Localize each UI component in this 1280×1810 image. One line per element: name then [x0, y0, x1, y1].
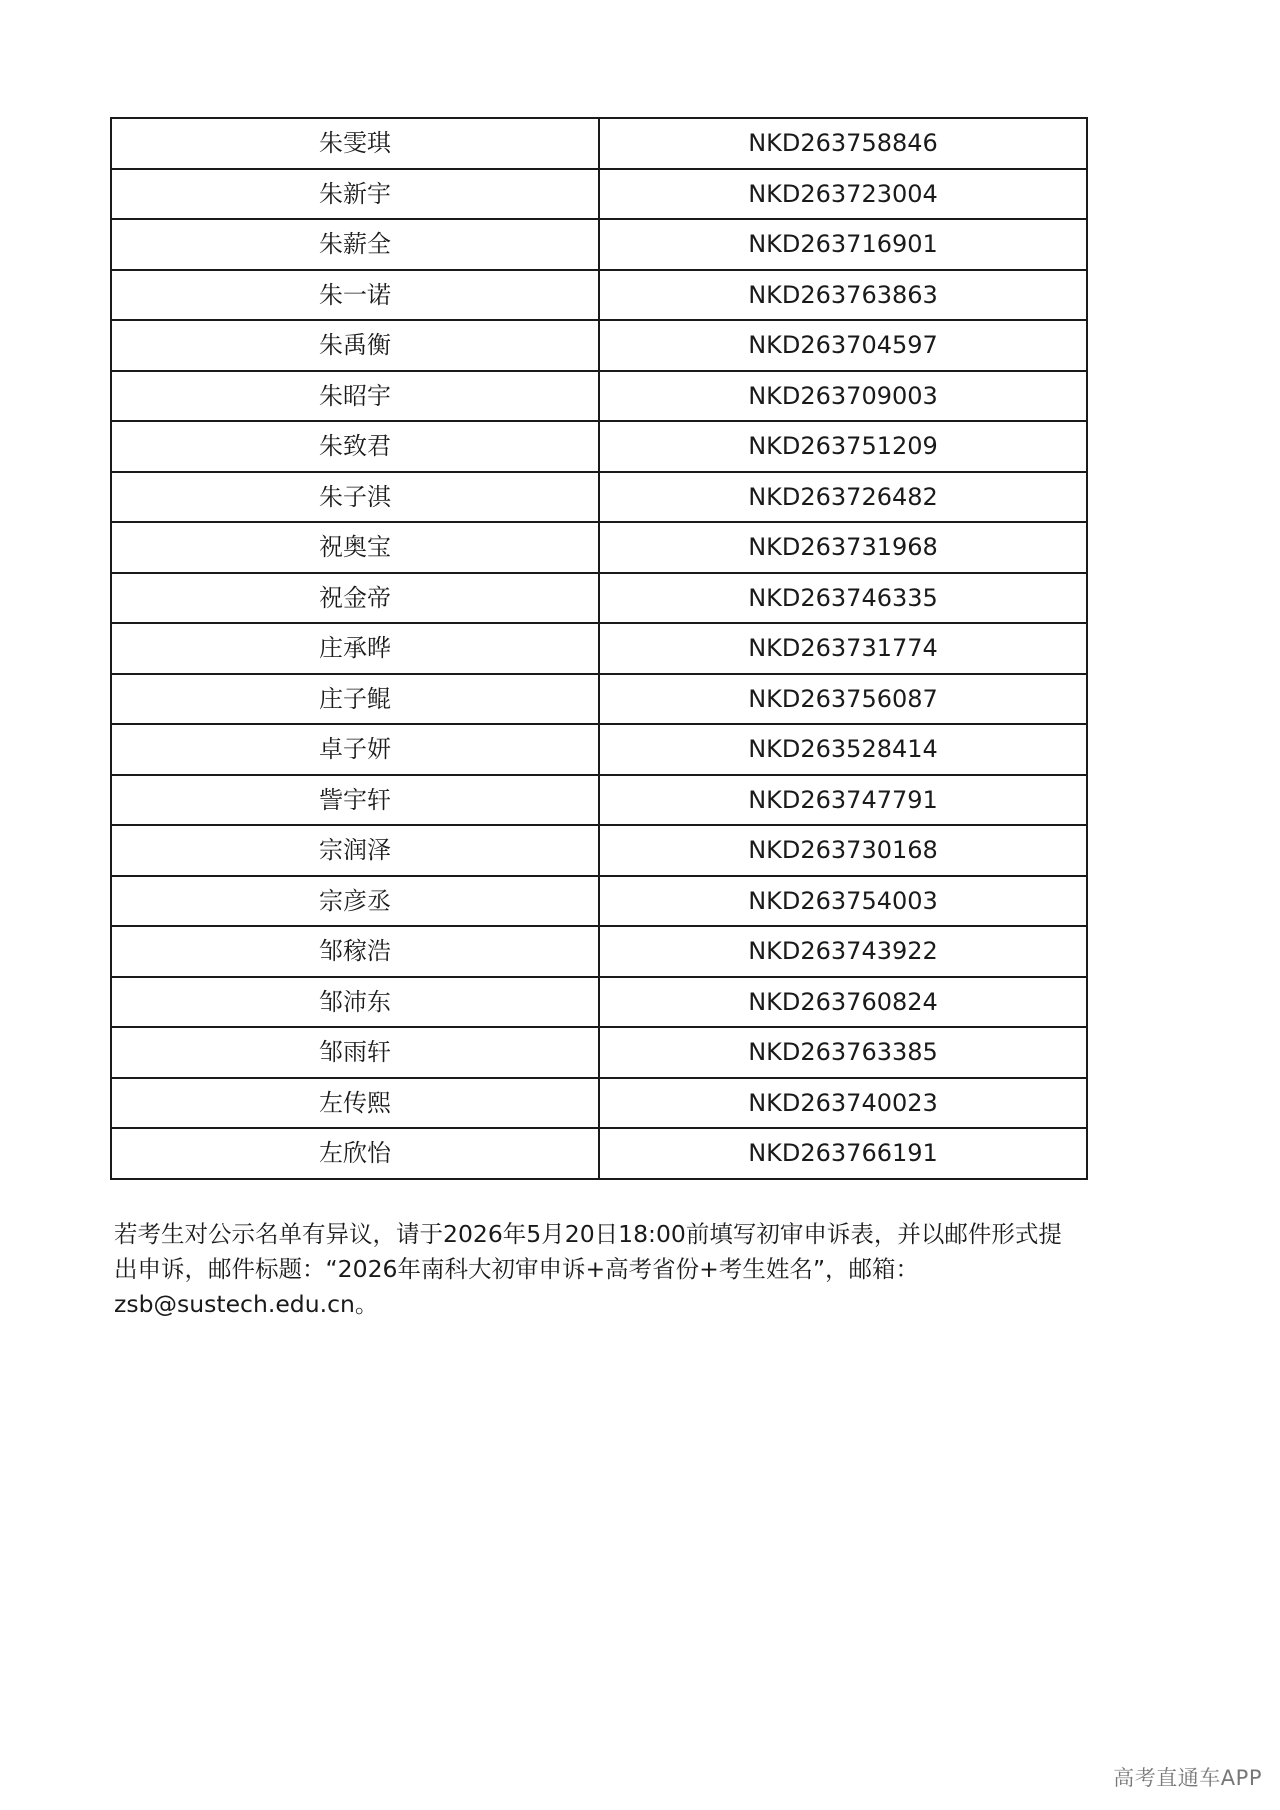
candidate-name-cell: 朱子淇 — [111, 472, 599, 523]
notice-line: 出申诉，邮件标题：“2026年南科大初审申诉+高考省份+考生姓名”，邮箱： — [114, 1255, 920, 1283]
candidate-id-cell: NKD263754003 — [599, 876, 1087, 927]
table-row — [111, 775, 1087, 826]
table-row — [111, 270, 1087, 321]
candidate-name-cell: 左欣怡 — [111, 1128, 599, 1179]
candidate-name-cell: 邹沛东 — [111, 977, 599, 1028]
table-row — [111, 825, 1087, 876]
candidate-id-cell: NKD263723004 — [599, 169, 1087, 220]
table-row — [111, 926, 1087, 977]
candidate-name-cell: 宗彦丞 — [111, 876, 599, 927]
candidate-id-cell: NKD263763863 — [599, 270, 1087, 321]
candidate-name-cell: 庄承晔 — [111, 623, 599, 674]
candidate-name-cell: 朱一诺 — [111, 270, 599, 321]
candidate-id-cell: NKD263766191 — [599, 1128, 1087, 1179]
candidate-name-cell: 朱薪全 — [111, 219, 599, 270]
candidate-id-cell: NKD263751209 — [599, 421, 1087, 472]
candidate-name-cell: 邹雨轩 — [111, 1027, 599, 1078]
candidate-id-cell: NKD263716901 — [599, 219, 1087, 270]
candidate-name-cell: 邹稼浩 — [111, 926, 599, 977]
table-row — [111, 1078, 1087, 1129]
candidate-id-cell: NKD263756087 — [599, 674, 1087, 725]
candidate-id-cell: NKD263763385 — [599, 1027, 1087, 1078]
candidate-name-cell: 朱新宇 — [111, 169, 599, 220]
candidate-name-cell: 訾宇轩 — [111, 775, 599, 826]
notice-line: 若考生对公示名单有异议，请于2026年5月20日18:00前填写初审申诉表，并以邮件形式提 — [114, 1220, 1062, 1248]
table-row — [111, 522, 1087, 573]
table-row — [111, 118, 1087, 169]
candidate-id-cell: NKD263731968 — [599, 522, 1087, 573]
candidate-name-cell: 朱昭宇 — [111, 371, 599, 422]
table-row — [111, 876, 1087, 927]
candidate-name-cell: 卓子妍 — [111, 724, 599, 775]
table-row — [111, 219, 1087, 270]
candidate-id-cell: NKD263731774 — [599, 623, 1087, 674]
candidate-id-cell: NKD263760824 — [599, 977, 1087, 1028]
candidate-id-cell: NKD263709003 — [599, 371, 1087, 422]
candidate-id-cell: NKD263726482 — [599, 472, 1087, 523]
candidate-name-cell: 宗润泽 — [111, 825, 599, 876]
candidate-id-cell: NKD263743922 — [599, 926, 1087, 977]
candidate-id-cell: NKD263746335 — [599, 573, 1087, 624]
candidate-id-cell: NKD263528414 — [599, 724, 1087, 775]
candidate-table-body — [111, 118, 1087, 1179]
candidate-id-cell: NKD263730168 — [599, 825, 1087, 876]
candidate-name-cell: 祝金帝 — [111, 573, 599, 624]
table-row — [111, 320, 1087, 371]
candidate-id-cell: NKD263740023 — [599, 1078, 1087, 1129]
candidate-name-cell: 祝奥宝 — [111, 522, 599, 573]
table-row — [111, 472, 1087, 523]
candidate-id-cell: NKD263747791 — [599, 775, 1087, 826]
appeal-notice — [114, 1217, 1074, 1322]
table-row — [111, 421, 1087, 472]
candidate-name-cell: 朱雯琪 — [111, 118, 599, 169]
watermark-text: 高考直通车APP — [1113, 1766, 1262, 1790]
candidate-name-cell: 朱禹衡 — [111, 320, 599, 371]
table-row — [111, 371, 1087, 422]
table-row — [111, 1027, 1087, 1078]
table-row — [111, 1128, 1087, 1179]
candidate-name-cell: 左传熙 — [111, 1078, 599, 1129]
table-row — [111, 977, 1087, 1028]
candidate-table — [110, 117, 1088, 1180]
table-row — [111, 573, 1087, 624]
candidate-name-cell: 朱致君 — [111, 421, 599, 472]
candidate-name-cell: 庄子鲲 — [111, 674, 599, 725]
table-row — [111, 623, 1087, 674]
table-row — [111, 674, 1087, 725]
candidate-id-cell: NKD263704597 — [599, 320, 1087, 371]
table-row — [111, 169, 1087, 220]
candidate-id-cell: NKD263758846 — [599, 118, 1087, 169]
table-row — [111, 724, 1087, 775]
notice-line: zsb@sustech.edu.cn。 — [114, 1290, 379, 1318]
